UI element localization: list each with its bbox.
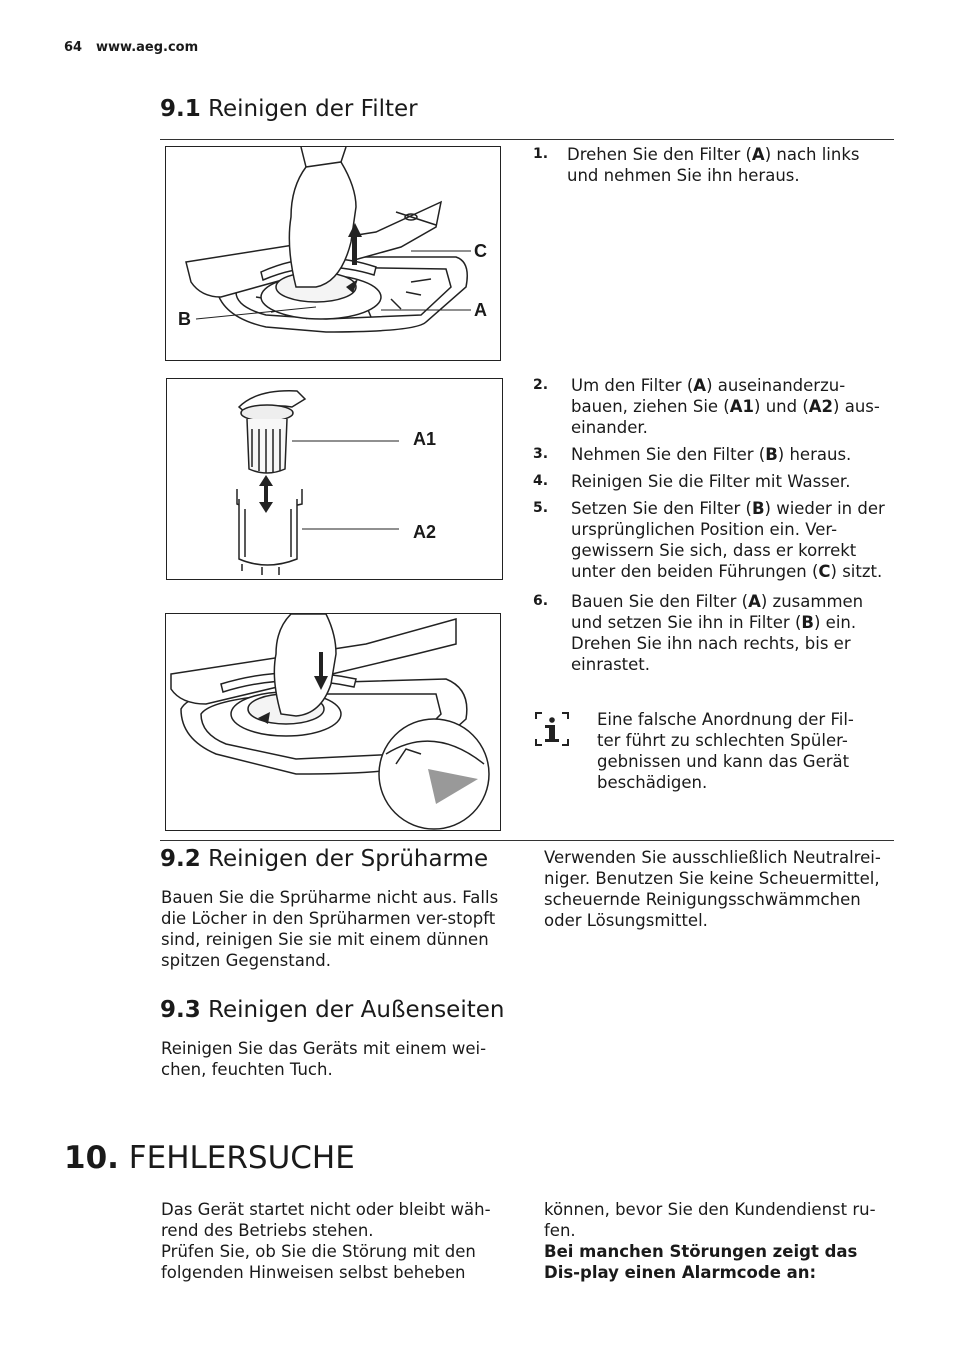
step-ref: A [751, 145, 765, 164]
chapter-number: 10. [64, 1140, 119, 1176]
step-number: 2. [533, 377, 549, 393]
step-text: ) ein. Drehen Sie ihn nach rechts, bis er einrastet. [571, 613, 857, 674]
paragraph: Prüfen Sie, ob Sie die Störung mit den folgenden Hinweisen selbst beheben [161, 1242, 476, 1282]
filter-insertion-illustration [166, 614, 500, 830]
info-icon [533, 710, 571, 748]
chapter-10-heading [64, 1140, 355, 1176]
chapter-10-right-text [544, 1199, 894, 1283]
section-rule [160, 139, 894, 140]
paragraph: Das Gerät startet nicht oder bleibt wäh-rend des Betriebs stehen. [161, 1200, 491, 1240]
step-ref: B [751, 499, 765, 518]
step-text: ) auseinanderzu-bauen, ziehen Sie ( [571, 376, 846, 416]
step-number: 4. [533, 473, 549, 489]
step-ref: A [748, 592, 761, 611]
chapter-10-left-text [161, 1199, 506, 1283]
step-number: 1. [533, 146, 549, 162]
info-note: Eine falsche Anordnung der Fil-ter führt zu schlechten Spüler-gebnissen und kann das Gerät beschädigen. [597, 710, 854, 792]
figure-filter-insertion [165, 613, 501, 831]
step-text: ) und ( [754, 397, 809, 416]
label-a: A [474, 300, 487, 320]
step-6 [533, 591, 885, 675]
step-2 [533, 375, 885, 438]
step-number: 5. [533, 500, 549, 516]
section-9-2-right-text: Verwenden Sie ausschließlich Neutralrei-niger. Benutzen Sie keine Scheuermittel, scheuernde Reinigungsschwämmchen oder Lösungsmittel. [544, 848, 881, 930]
step-5 [533, 498, 885, 582]
step-number: 3. [533, 446, 549, 462]
section-9-3-heading [160, 997, 504, 1023]
step-text: Drehen Sie den Filter ( [567, 145, 752, 164]
label-b: B [178, 309, 191, 329]
step-ref: C [818, 562, 831, 581]
label-c: C [474, 241, 487, 261]
section-number: 9.1 [160, 96, 201, 122]
paragraph-bold: Bei manchen Störungen zeigt das Dis-play einen Alarmcode an: [544, 1242, 858, 1282]
section-number: 9.2 [160, 846, 201, 872]
section-title: Reinigen der Filter [208, 96, 418, 122]
chapter-title: FEHLERSUCHE [128, 1140, 355, 1176]
section-number: 9.3 [160, 997, 201, 1023]
step-text: Reinigen Sie die Filter mit Wasser. [571, 472, 851, 491]
step-ref: A1 [729, 397, 755, 416]
section-9-2-heading [160, 846, 488, 872]
label-a1: A1 [413, 429, 437, 449]
figure-filter-parts [166, 378, 503, 580]
step-4 [533, 471, 885, 492]
step-text: ) heraus. [777, 445, 852, 464]
step-ref: B [765, 445, 778, 464]
section-9-2-text: Bauen Sie die Sprüharme nicht aus. Falls die Löcher in den Sprüharmen ver-stopft sind, reinigen Sie sie mit einem dünnen spitzen Gegenstand. [161, 888, 499, 970]
page-number: 64 [64, 40, 83, 55]
step-list-2 [533, 375, 885, 675]
step-text: ) aus-einander. [571, 397, 880, 437]
section-rule [160, 840, 894, 841]
step-3 [533, 444, 885, 465]
paragraph: können, bevor Sie den Kundendienst ru-fen. [544, 1200, 876, 1240]
section-title: Reinigen der Sprüharme [208, 846, 489, 872]
section-title: Reinigen der Außenseiten [208, 997, 505, 1023]
filter-removal-illustration [166, 147, 500, 360]
section-9-3-text: Reinigen Sie das Geräts mit einem wei-chen, feuchten Tuch. [161, 1039, 487, 1079]
step-ref: A2 [808, 397, 834, 416]
filter-parts-illustration [167, 379, 502, 579]
step-text: ) zusammen und setzen Sie ihn in Filter ( [571, 592, 864, 632]
step-list-1 [533, 144, 873, 186]
step-ref: A [693, 376, 707, 395]
step-text: Um den Filter ( [571, 376, 694, 395]
step-text: Nehmen Sie den Filter ( [571, 445, 766, 464]
step-ref: B [801, 613, 814, 632]
header-url[interactable]: www.aeg.com [96, 40, 199, 55]
section-9-1-heading [160, 96, 418, 122]
figure-filter-removal [165, 146, 501, 361]
step-text: ) wieder in der ursprünglichen Position ein. Ver-gewissern Sie sich, dass er korrekt unter den beiden Führungen ( [571, 499, 885, 581]
step-text: Setzen Sie den Filter ( [571, 499, 752, 518]
step-text: Bauen Sie den Filter ( [571, 592, 749, 611]
step-number: 6. [533, 593, 549, 609]
step-1 [533, 144, 873, 186]
label-a2: A2 [413, 522, 437, 542]
step-text: ) sitzt. [830, 562, 883, 581]
step-text: ) nach links und nehmen Sie ihn heraus. [567, 145, 860, 185]
